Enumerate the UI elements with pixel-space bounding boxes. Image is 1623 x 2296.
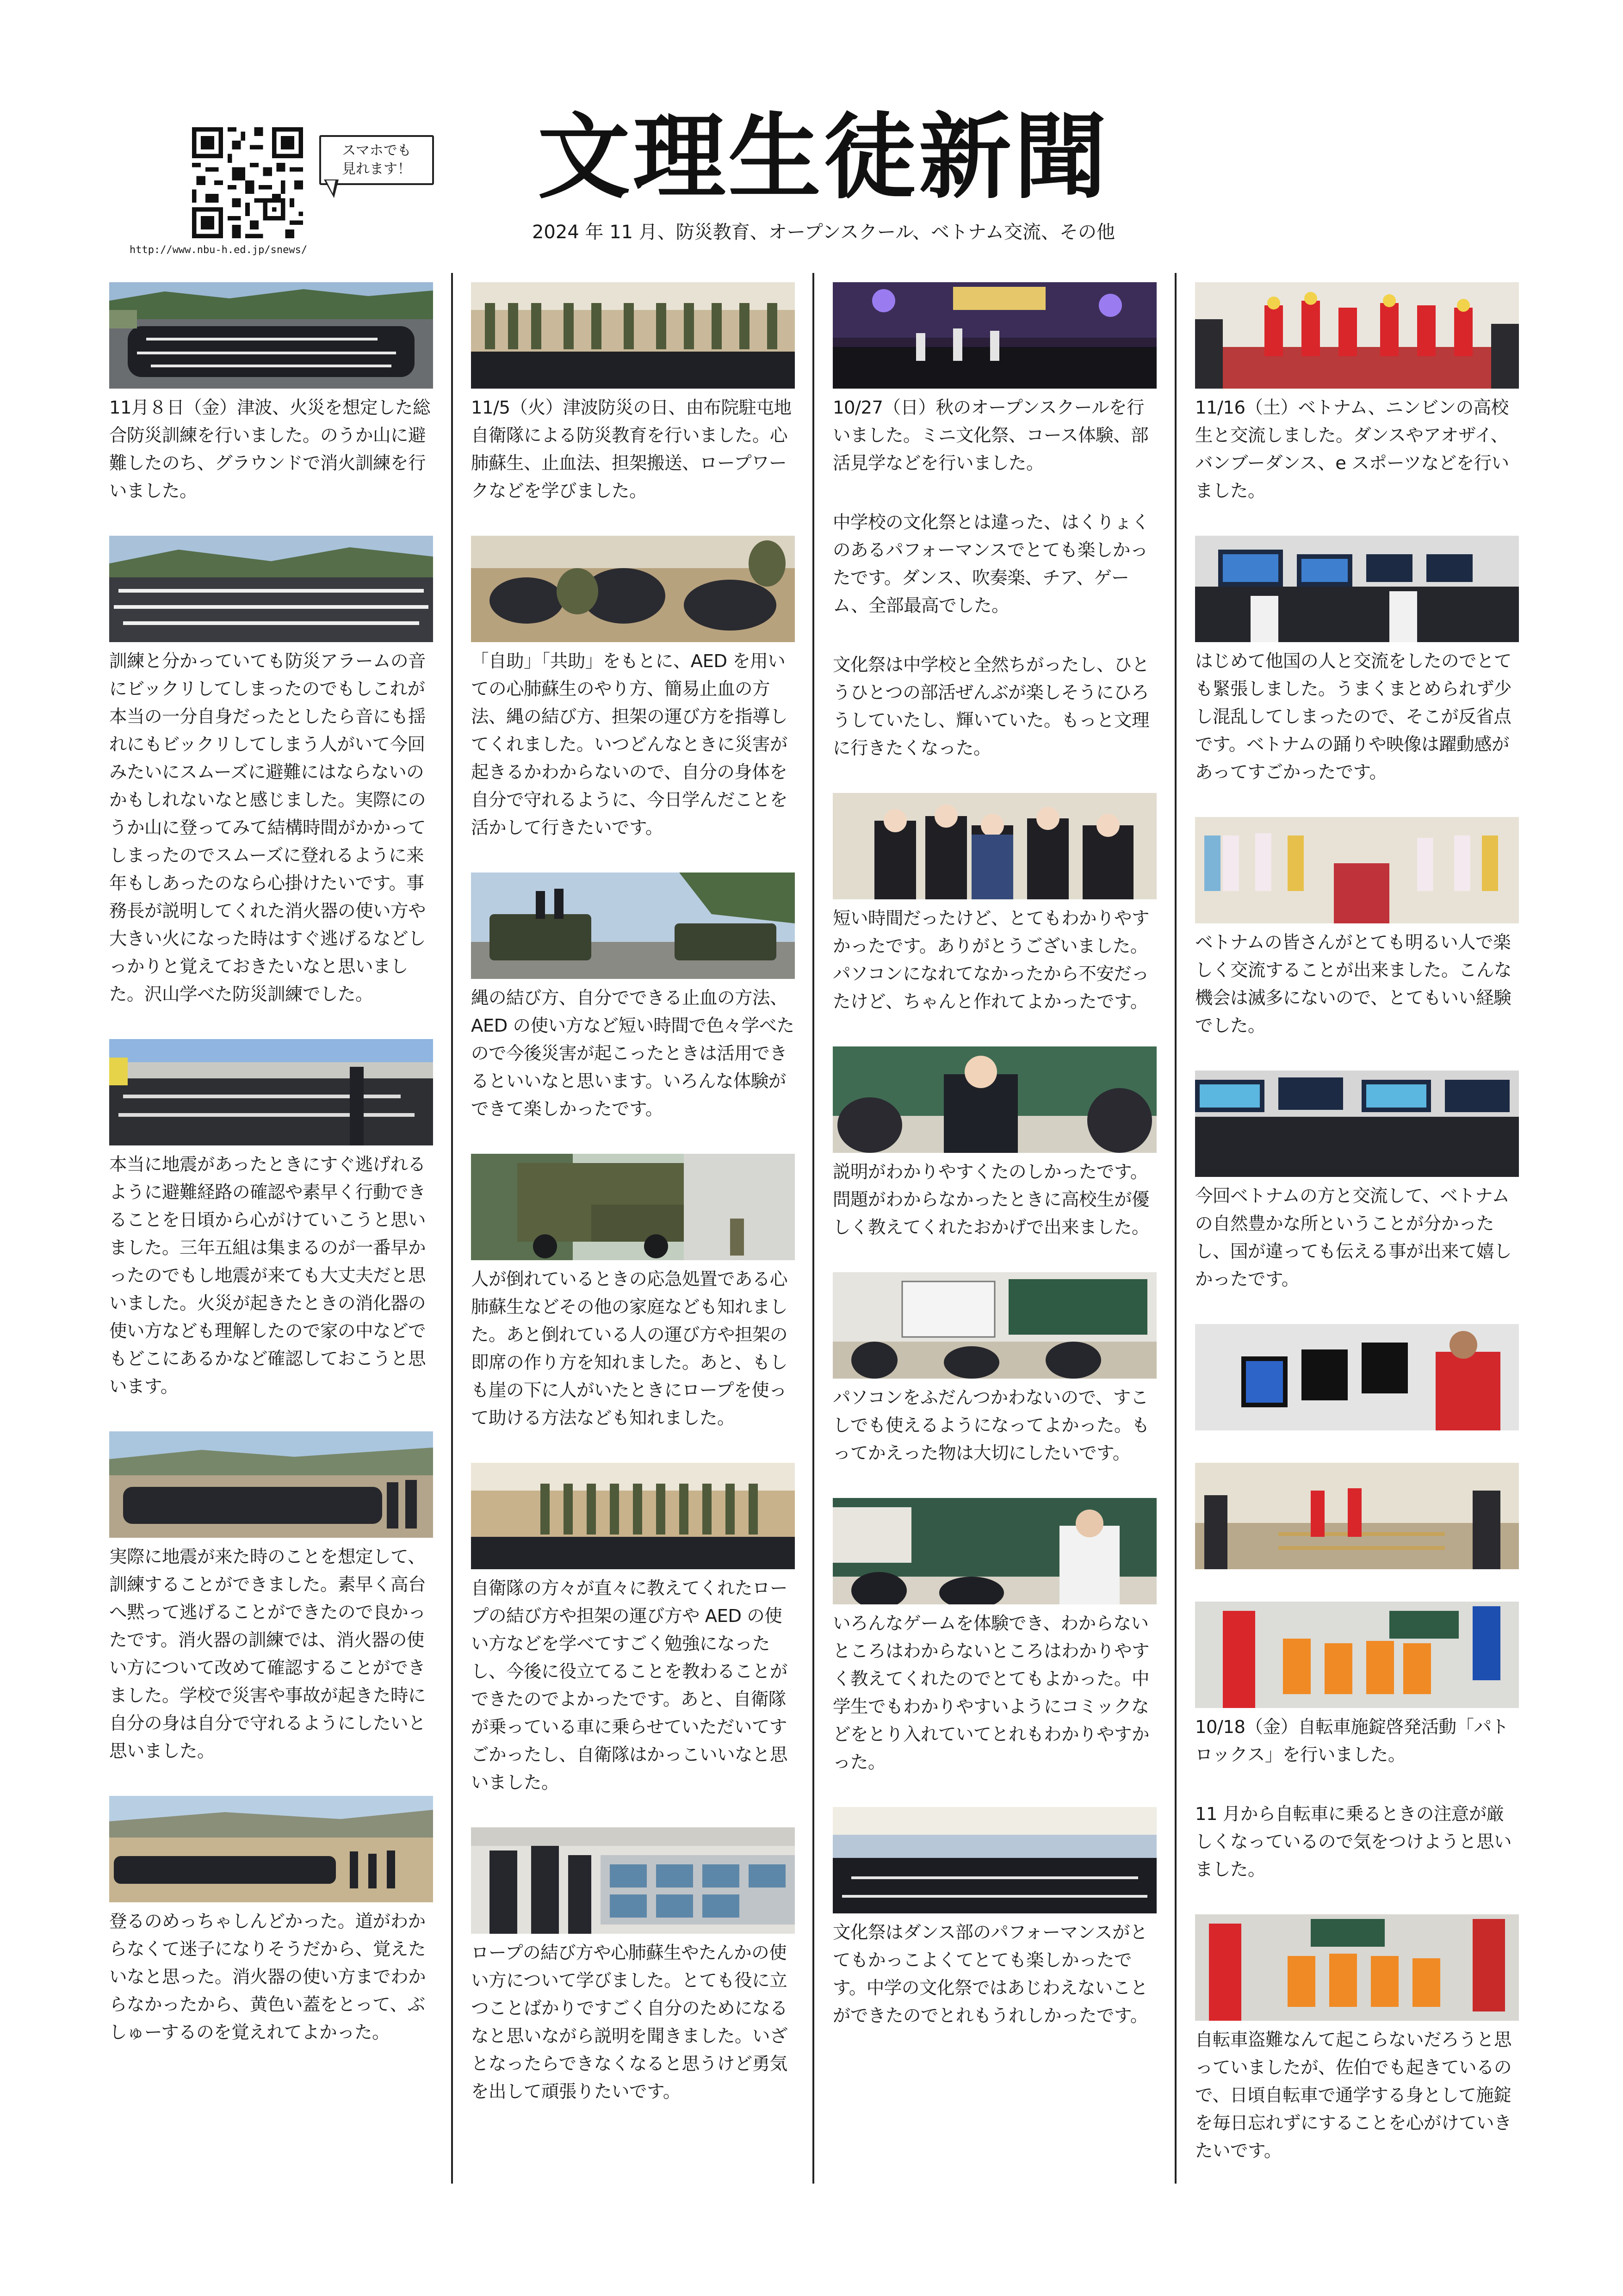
column-open-school bbox=[833, 282, 1157, 2030]
photo-grounds-assembly bbox=[109, 1431, 433, 1538]
caption-sdf-reflection-2: 縄の結び方、自分でできる止血の方法、AED の使い方など短い時間で色々学べたので今後災害が起こったときは活用できるといいなと思います。いろんな体験ができて楽しかったです。 bbox=[471, 988, 794, 1120]
column-divider bbox=[451, 273, 453, 2184]
caption-sdf-intro: 11/5（火）津波防災の日、由布院駐屯地自衛隊による防災教育を行いました。心肺蘇生、止血法、担架搬送、ロープワークなどを学びました。 bbox=[471, 397, 792, 501]
photo-vietnam-dance bbox=[1195, 282, 1519, 389]
photo-lecture-board bbox=[833, 1498, 1157, 1604]
photo-bamboo-dance bbox=[1195, 1463, 1519, 1569]
caption-open-school-reflection-3: 短い時間だったけど、とてもわかりやすかったです。ありがとうございました。パソコンになれてなかったから不安だったけど、ちゃんと作れてよかったです。 bbox=[833, 908, 1150, 1012]
caption-open-school-reflection-7: 文化祭はダンス部のパフォーマンスがとてもかっこよくてとても楽しかったです。中学の文化祭ではあじわえないことができたのでとれもうれしかったです。 bbox=[833, 1922, 1148, 2026]
photo-students-seated-hill bbox=[109, 536, 433, 642]
newspaper-title: 文理生徒新聞 bbox=[537, 103, 1109, 211]
caption-sdf-reflection-5: ロープの結び方や心肺蘇生やたんかの使い方について学びました。とても役に立つことばかりですごく自分のためになるなと思いながら説明を聞きました。いざとなったらできなくなると思うけど勇気を出して頑張りたいです。 bbox=[471, 1943, 788, 2102]
caption-sdf-reflection-4: 自衛隊の方々が直々に教えてくれたロープの結び方や担架の運び方や AED の使い方などを学べてすごく勉強になったし、今後に役立てることを教わることができたのでよかったです。あと、自衛隊が乗っている車に乗らせていただいてすごかったし、自衛隊はかっこいいなと思いました。 bbox=[471, 1578, 788, 1793]
photo-esports-screens bbox=[1195, 536, 1519, 642]
photo-extinguisher-training bbox=[109, 1796, 433, 1902]
photo-bike-lock-group bbox=[1195, 1914, 1519, 2021]
photo-dance-performance bbox=[833, 1807, 1157, 1913]
caption-bike-campaign-reflection-2: 自転車盗難なんて起こらないだろうと思っていましたが、佐伯でも起きているので、日頃自転車で通学する身として施錠を毎日忘れずにすることを心がけていきたいです。 bbox=[1195, 2030, 1512, 2161]
caption-drill-reflection-4: 登るのめっちゃしんどかった。道がわからなくて迷子になりそうだから、覚えたいなと思った。消火器の使い方までわからなかったから、黄色い蓋をとって、ぶしゅーするのを覚えれてよかった。 bbox=[109, 1911, 426, 2043]
caption-drill-intro: 11月８日（金）津波、火災を想定した総合防災訓練を行いました。のうか山に避難したのち、グラウンドで消火訓練を行いました。 bbox=[109, 397, 430, 501]
qr-note-line2: 見れます！ bbox=[342, 161, 411, 177]
photo-disaster-exhibit bbox=[471, 1827, 795, 1934]
caption-bike-campaign-intro: 10/18（金）自転車施錠啓発活動「パトロックス」を行いました。 bbox=[1195, 1717, 1509, 1765]
caption-vietnam-intro: 11/16（土）ベトナム、ニンビンの高校生と交流しました。ダンスやアオザイ、バンブーダンス、e スポーツなどを行いました。 bbox=[1195, 397, 1509, 501]
caption-sdf-reflection-1: 「自助」「共助」をもとに、AED を用いての心肺蘇生のやり方、簡易止血の方法、縄の結び方、担架の運び方を指導してくれました。いつどんなときに災害が起きるかわからないので、自分の身体を自分で守れるように、今日学んだことを活かして行きたいです。 bbox=[471, 651, 788, 838]
photo-hillside-evacuation bbox=[109, 282, 433, 389]
caption-open-school-reflection-1: 中学校の文化祭とは違った、はくりょくのあるパフォーマンスでとても楽しかったです。ダンス、吹奏楽、チア、ゲーム、全部最高でした。 bbox=[833, 512, 1150, 616]
bubble-tail-inner bbox=[326, 180, 335, 193]
qr-note-line1: スマホでも bbox=[342, 142, 411, 159]
photo-cpr-practice bbox=[471, 536, 795, 642]
caption-drill-reflection-2: 本当に地震があったときにすぐ逃げれるように避難経路の確認や素早く行動できることを日頃から心がけていこうと思いました。三年五組は集まるのが一番早かったのでもし地震が来ても大丈夫だと思いました。火災が起きたときの消化器の使い方なども理解したので家の中などでもどこにあるかなど確認しておこうと思います。 bbox=[109, 1154, 426, 1397]
caption-sdf-reflection-3: 人が倒れているときの応急処置である心肺蘇生などその他の家庭なども知れました。あと倒れている人の運び方や担架の即席の作り方を知れました。あと、もしも崖の下に人がいたときにロープを使って助ける方法なども知れました。 bbox=[471, 1269, 788, 1429]
caption-vietnam-reflection-3: 今回ベトナムの方と交流して、ベトナムの自然豊かな所ということが分かったし、国が違っても伝える事が出来て嬉しかったです。 bbox=[1195, 1186, 1512, 1290]
photo-army-truck bbox=[471, 1154, 795, 1260]
column-sdf-education bbox=[471, 282, 795, 2106]
photo-mini-festival-stage bbox=[833, 282, 1157, 389]
caption-open-school-reflection-4: 説明がわかりやすくたのしかったです。問題がわからなかったときに高校生が優しく教えてくれたおかげで出来ました。 bbox=[833, 1162, 1150, 1238]
photo-computer-classroom bbox=[833, 1272, 1157, 1379]
caption-bike-campaign-reflection-1: 11 月から自転車に乗るときの注意が厳しくなっているので気をつけようと思いました。 bbox=[1195, 1804, 1512, 1880]
photo-bike-lock-campaign bbox=[1195, 1602, 1519, 1708]
photo-group-students-pose bbox=[833, 793, 1157, 899]
caption-open-school-reflection-5: パソコンをふだんつかわないので、すこしでも使えるようになってよかった。もってかえった物は大切にしたいです。 bbox=[833, 1387, 1150, 1464]
caption-drill-reflection-1: 訓練と分かっていても防災アラームの音にビックリしてしまったのでもしこれが本当の一分自身だったとしたら音にも揺れにもビックリしてしまう人がいて今回みたいにスムーズに避難にはならないのかもしれないなと感じました。実際にのうか山に登ってみて結構時間がかかってしまったのでスムーズに登れるように来年もしあったのなら心掛けたいです。事務長が説明してくれた消火器の使い方や大きい火になった時はすぐ逃げるなどしっかりと覚えておきたいなと思いました。沢山学べた防災訓練でした。 bbox=[109, 651, 426, 1005]
caption-open-school-reflection-2: 文化祭は中学校と全然ちがったし、ひとうひとつの部活ぜんぶが楽しそうにひろうしていたし、輝いていた。もっと文理に行きたくなった。 bbox=[833, 655, 1150, 759]
site-url[interactable]: http://www.nbu-h.ed.jp/snews/ bbox=[130, 244, 308, 256]
column-vietnam-exchange bbox=[1195, 282, 1519, 2165]
photo-teacher-explaining bbox=[833, 1046, 1157, 1153]
caption-vietnam-reflection-1: はじめて他国の人と交流をしたのでとても緊張しました。うまくまとめられず少し混乱してしまったので、そこが反省点です。ベトナムの踊りや映像は躍動感があってすごかったです。 bbox=[1195, 651, 1512, 783]
qr-note-bubble bbox=[319, 135, 434, 185]
caption-open-school-intro: 10/27（日）秋のオープンスクールを行いました。ミニ文化祭、コース体験、部活見学などを行いました。 bbox=[833, 397, 1149, 474]
photo-assembly-on-ground bbox=[109, 1039, 433, 1145]
caption-vietnam-reflection-2: ベトナムの皆さんがとても明るい人で楽しく交流することが出来ました。こんな機会は滅多にないので、とてもいい経験でした。 bbox=[1195, 932, 1512, 1036]
photo-esports-audience bbox=[1195, 1071, 1519, 1177]
photo-sdf-soldiers-gym bbox=[471, 282, 795, 389]
photo-pc-gaming bbox=[1195, 1324, 1519, 1430]
column-divider bbox=[1175, 273, 1177, 2184]
issue-subtitle: 2024 年 11 月、防災教育、オープンスクール、ベトナム交流、その他 bbox=[532, 222, 1115, 243]
photo-ao-dai-parade bbox=[1195, 817, 1519, 923]
caption-drill-reflection-3: 実際に地震が来た時のことを想定して、訓練することができました。素早く高台へ黙って逃げることができたので良かったです。消火器の訓練では、消火器の使い方について改めて確認することができました。学校で災害や事故が起きた時に自分の身は自分で守れるようにしたいと思いました。 bbox=[109, 1547, 426, 1762]
column-disaster-drill bbox=[109, 282, 433, 2047]
qr-code[interactable] bbox=[192, 127, 303, 238]
photo-sdf-lineup bbox=[471, 1463, 795, 1569]
caption-open-school-reflection-6: いろんなゲームを体験でき、わからないところはわからないところはわかりやすく教えてくれたのでとてもよかった。中学生でもわかりやすいようにコミックなどをとり入れていてとれもわかりやすかった。 bbox=[833, 1613, 1150, 1773]
column-divider bbox=[812, 273, 814, 2184]
photo-military-vehicles bbox=[471, 873, 795, 979]
